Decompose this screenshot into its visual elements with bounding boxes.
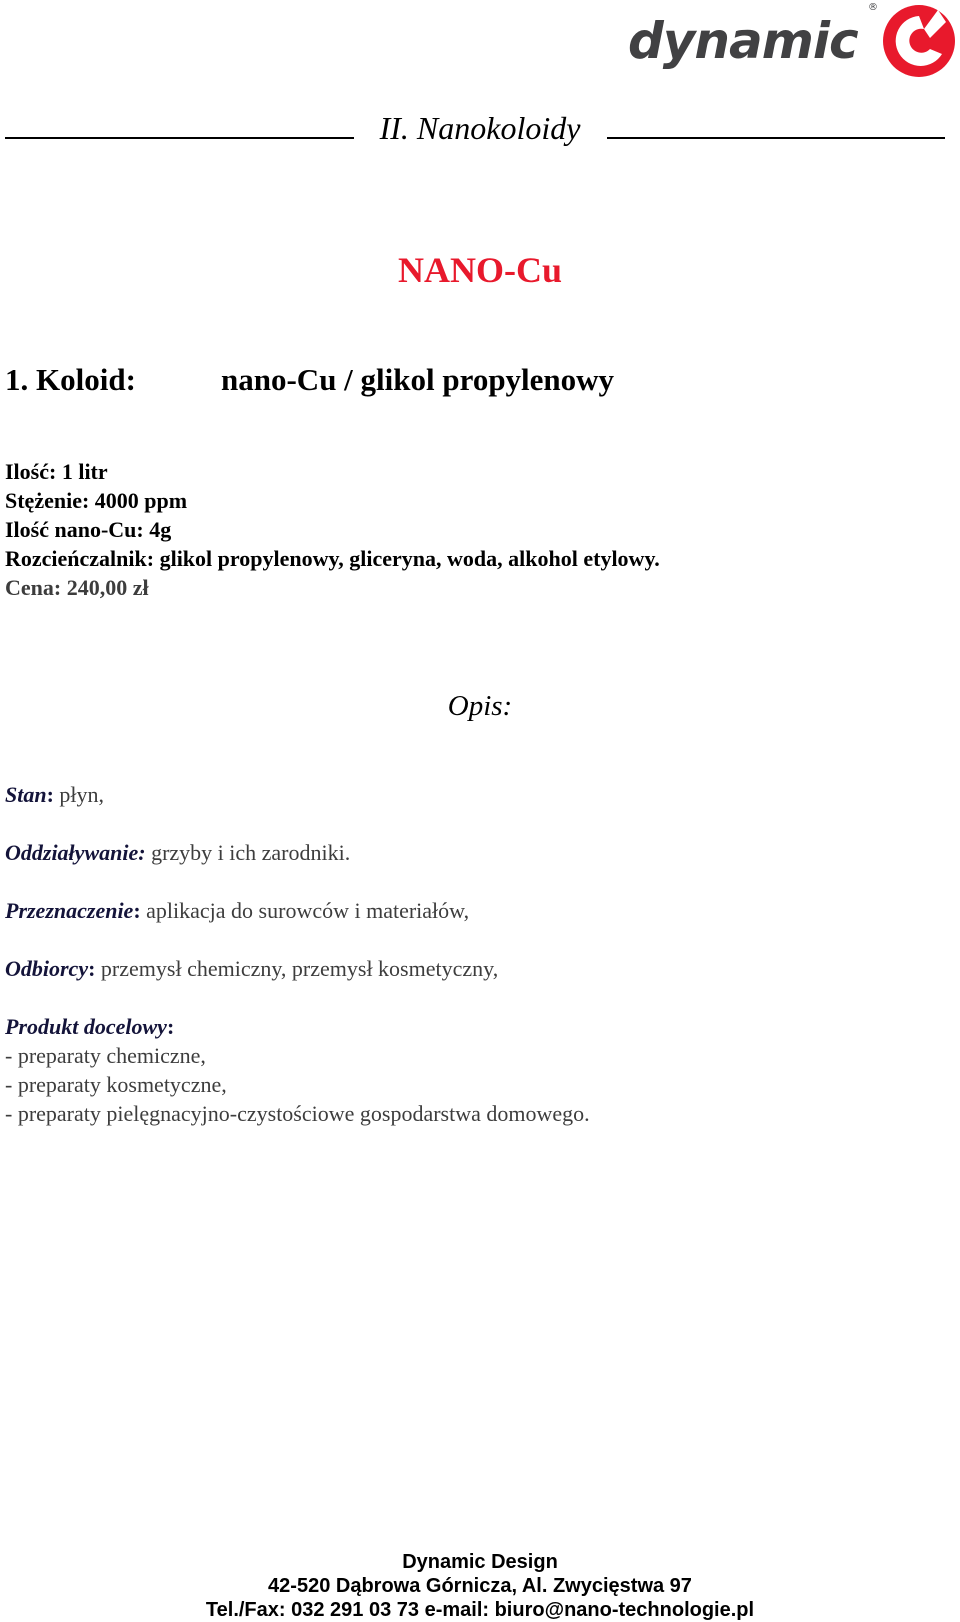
section-title: II. Nanokoloidy [379,110,581,146]
desc-action-key: Oddziaływanie: [5,840,146,865]
colloid-value: nano-Cu / glikol propylenowy [221,362,615,397]
logo-wordmark: dynamic [628,12,858,70]
desc-target-key: Produkt docelowy [5,1014,167,1039]
desc-state-value: płyn, [53,782,105,807]
desc-action-value: grzyby i ich zarodniki. [145,840,351,865]
spec-concentration: Stężenie: 4000 ppm [5,488,188,513]
desc-recipients [5,954,498,983]
desc-purpose [5,896,469,925]
colon: : [133,898,141,923]
desc-recipients-key: Odbiorcy [5,956,89,981]
list-item: - preparaty kosmetyczne, [5,1072,227,1097]
colon: : [88,956,96,981]
desc-recipients-value: przemysł chemiczny, przemysł kosmetyczny, [95,956,499,981]
desc-action [5,838,350,867]
product-title: NANO-Cu [397,250,562,290]
colon: : [166,1014,175,1039]
colloid-label: 1. Koloid: [5,362,136,397]
company-logo [628,2,958,80]
description-heading: Opis: [447,690,513,722]
footer-company: Dynamic Design [402,1551,558,1573]
list-item: - preparaty chemiczne, [5,1043,206,1068]
footer-contact: Tel./Fax: 032 291 03 73 e-mail: biuro@nano-technologie.pl [205,1599,755,1621]
spec-nano-amount: Ilość nano-Cu: 4g [5,517,172,542]
list-item: - preparaty pielęgnacyjno-czystościowe gospodarstwa domowego. [5,1101,590,1126]
desc-target [5,1012,174,1041]
desc-state [5,780,104,809]
spec-diluent: Rozcieńczalnik: glikol propylenowy, gliceryna, woda, alkohol etylowy. [5,546,660,571]
footer-address: 42-520 Dąbrowa Górnicza, Al. Zwycięstwa 97 [268,1575,692,1597]
spec-price: Cena: 240,00 zł [5,575,149,600]
colon: : [46,782,54,807]
desc-state-key: Stan [5,782,47,807]
spec-quantity: Ilość: 1 litr [5,459,108,484]
desc-purpose-key: Przeznaczenie [5,898,134,923]
registered-mark: ® [868,2,878,13]
logo-swoosh-icon [880,2,958,80]
desc-purpose-value: aplikacja do surowców i materiałów, [140,898,470,923]
section-rule-right [607,137,945,139]
